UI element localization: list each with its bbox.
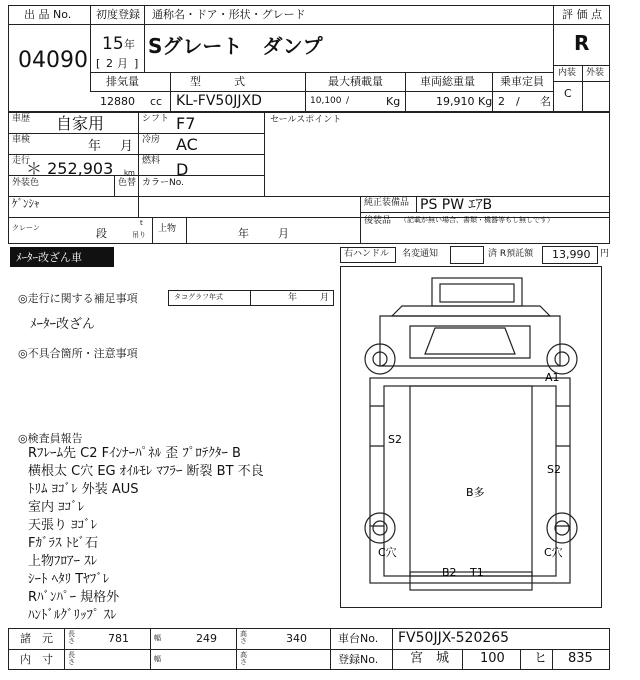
dims-label: 諸 元 (20, 632, 53, 645)
tampered-meter-badge: ﾒｰﾀｰ改ざん車 (10, 247, 114, 267)
inspector-line: ｼｰﾄ ﾍﾀﾘ Tﾔﾌﾞﾚ (28, 572, 110, 587)
sales-point-label: セールスポイント (270, 115, 342, 125)
crane-ton-unit: t (140, 219, 143, 227)
mark-a1: A1 (545, 371, 560, 384)
inspection-year-unit: 年 (88, 139, 102, 154)
color-code-label: カラーNo. (142, 178, 184, 188)
driving-note-label: ◎走行に関する補足事項 (18, 292, 138, 305)
score-value: R (574, 31, 590, 55)
length-value: 781 (108, 632, 129, 645)
reg-number: 835 (568, 651, 593, 666)
tacho-year-unit: 年 (288, 293, 298, 303)
first-reg-year-unit: 年 (124, 38, 135, 51)
mileage-label: 走行 (12, 156, 31, 166)
tachograph-label: タコグラフ年式 (174, 293, 223, 301)
first-reg-year: 15 (102, 34, 124, 54)
crane-label: クレーン (12, 224, 40, 232)
inner-dims-label: 内 寸 (20, 653, 53, 666)
gross-weight-unit: Kg (478, 95, 493, 108)
reg-area: 宮 城 (410, 651, 450, 666)
gross-weight: 19,910 (436, 95, 475, 108)
inspector-line: ﾄﾘﾑ ﾖｺﾞﾚ 外装 AUS (28, 482, 139, 497)
ext-color-value: ｹﾞﾝｼｬ (12, 197, 40, 210)
body-year-unit: 年 (238, 227, 249, 240)
body-month-unit: 月 (278, 227, 289, 240)
equip-label: 純正装備品 (364, 198, 410, 208)
displacement-value: 12880 (100, 95, 135, 108)
ac-value: AC (176, 135, 198, 154)
inner-height-label: 高さ (240, 651, 247, 666)
mileage-value: ＊ 252,903 (26, 159, 114, 178)
driving-note: ﾒｰﾀｰ改ざん (30, 317, 96, 332)
max-load: 10,100 (310, 96, 342, 106)
inspection-month-unit: 月 (120, 139, 134, 154)
inspector-lines (28, 447, 338, 627)
shift-value: F7 (176, 114, 196, 133)
score-label: 評 価 点 (562, 8, 602, 21)
capacity-value: 2 (498, 95, 505, 108)
recycle-label: 済 R預託額 (488, 249, 534, 259)
equip-value: PS PW ｴｱB (420, 197, 493, 213)
right-handle: 右ハンドル (344, 249, 390, 259)
recycle-amount: 13,990 (552, 248, 591, 261)
interior-label: 内装 (558, 68, 577, 78)
name-label: 通称名・ドア・形状・グレード (152, 8, 306, 21)
crane-lift-unit: 吊り (132, 231, 146, 239)
inspector-line: 天張り ﾖｺﾞﾚ (28, 518, 98, 533)
mileage-unit: km (124, 169, 135, 177)
name-change-box (450, 246, 484, 264)
mark-s2-left: S2 (388, 433, 402, 446)
tacho-month-unit: 月 (320, 293, 330, 303)
ext-color-label: 外装色 (12, 178, 40, 188)
model-code-label: 型 式 (190, 75, 245, 88)
height-value: 340 (286, 632, 307, 645)
chassis-label: 車台No. (338, 632, 379, 645)
max-load-label: 最大積載量 (328, 75, 383, 88)
name-change-label: 名変通知 (402, 249, 439, 259)
lot-number: 04090 (18, 48, 88, 73)
shift-label: シフト (142, 114, 170, 124)
truck-damage-diagram (340, 266, 602, 608)
mark-s2-right: S2 (547, 463, 561, 476)
capacity-label: 乗車定員 (500, 75, 544, 88)
height-label: 高さ (240, 630, 247, 645)
reg-kana: ヒ (534, 651, 548, 666)
first-reg-month: 2 (106, 57, 113, 70)
ac-label: 冷房 (142, 135, 161, 145)
inspector-line: ﾊﾝﾄﾞﾙｸﾞﾘｯﾌﾟ ｽﾚ (28, 608, 117, 623)
fuel-label: 燃料 (142, 156, 161, 166)
inspector-label: ◎検査員報告 (18, 432, 83, 445)
model-code: KL-FV50JJXD (176, 93, 262, 109)
reg-label: 登録No. (338, 653, 379, 666)
displacement-unit: cc (150, 95, 163, 108)
color-change-label: 色替 (118, 178, 137, 188)
aftermarket-note: （記載が無い場合、書類・機器等もし無しです） (400, 216, 554, 224)
mark-c-hole-right: C穴 (544, 546, 563, 559)
aftermarket-label: 後装品 (364, 216, 392, 226)
crane-stage-unit: 段 (96, 227, 107, 240)
inspection-label: 車検 (12, 135, 31, 145)
inspector-line: Rﾌﾚｰﾑ先 C2 Fｲﾝﾅｰﾊﾟﾈﾙ 歪 ﾌﾟﾛﾃｸﾀｰ B (28, 446, 241, 461)
inspector-line: 室内 ﾖｺﾞﾚ (28, 500, 85, 515)
history-value: 自家用 (56, 114, 105, 133)
interior-score: C (564, 87, 572, 100)
inspector-line: Rﾊﾞﾝﾊﾟｰ 規格外 (28, 590, 120, 605)
history-label: 車歴 (12, 114, 31, 124)
inner-length-label: 長さ (68, 651, 75, 666)
width-value: 249 (196, 632, 217, 645)
fuel-value: D (176, 160, 189, 179)
mark-b-many: B多 (466, 486, 485, 499)
mark-b2: B2 (442, 566, 457, 579)
recycle-unit: 円 (600, 249, 610, 259)
body-label: 上物 (158, 224, 177, 234)
inspector-line: Fｶﾞﾗｽ ﾄﾋﾞ石 (28, 536, 99, 551)
lot-no-label: 出 品 No. (24, 8, 72, 21)
gross-weight-label: 車両総重量 (420, 75, 475, 88)
length-label: 長さ (68, 630, 75, 645)
mark-t1: T1 (470, 566, 484, 579)
exterior-label: 外装 (586, 68, 605, 78)
max-load-unit: Kg (386, 95, 401, 108)
inspector-line: 横根太 C穴 EG ｵｲﾙﾓﾚ ﾏﾌﾗｰ 断裂 BT 不良 (28, 464, 264, 479)
mark-c-hole-left: C穴 (378, 546, 397, 559)
inspector-line: 上物ﾌﾛｱｰ ｽﾚ (28, 554, 98, 569)
reg-class: 100 (480, 651, 505, 666)
first-reg-label: 初度登録 (96, 8, 140, 21)
displacement-label: 排気量 (106, 75, 139, 88)
inner-width-label: 幅 (154, 655, 161, 663)
capacity-unit: 名 (540, 95, 551, 108)
width-label: 幅 (154, 634, 161, 642)
first-reg-month-unit: 月 (117, 57, 128, 70)
model-name: Sグレート ダンプ (148, 34, 323, 58)
chassis-no: FV50JJX-520265 (398, 630, 510, 646)
defects-label: ◎不具合箇所・注意事項 (18, 347, 138, 360)
